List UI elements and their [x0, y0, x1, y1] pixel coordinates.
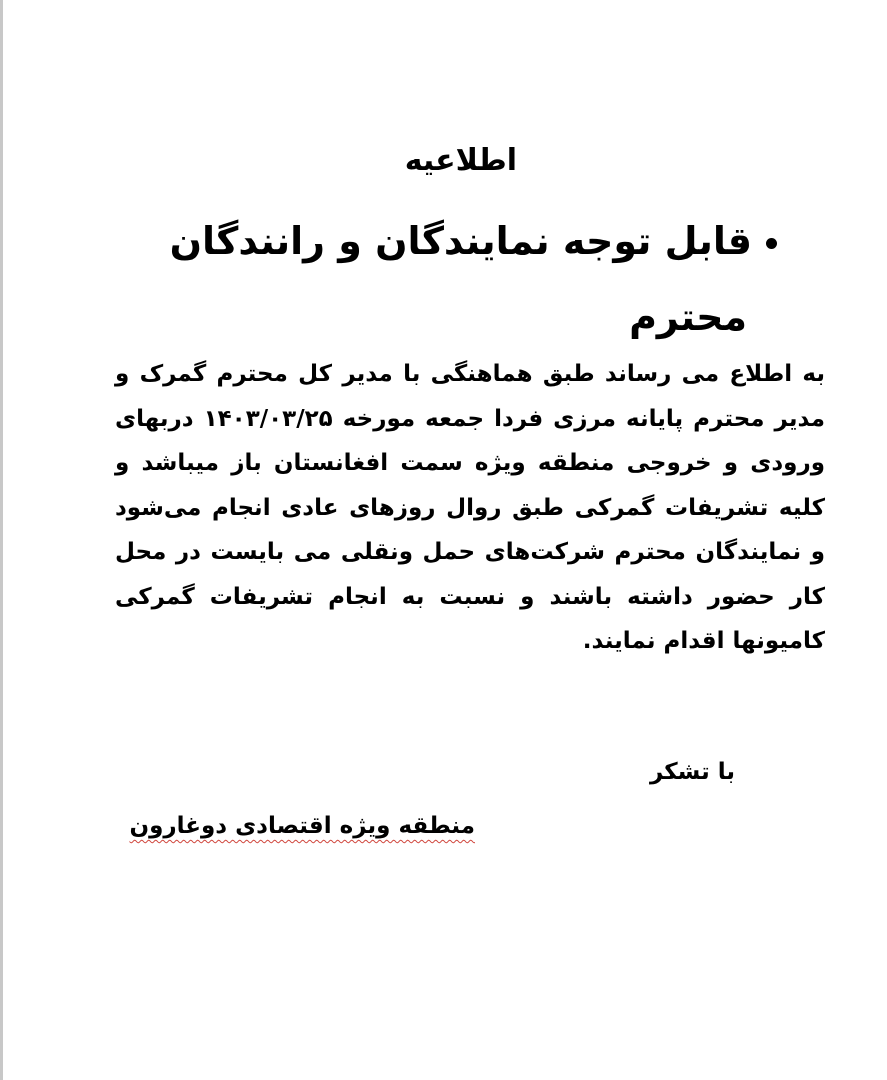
notice-title: اطلاعیه — [404, 143, 517, 178]
signature-organization: منطقه ویژه اقتصادی دوغارون — [129, 813, 475, 839]
notice-heading-line-2: محترم — [629, 295, 747, 339]
heading-text-1: قابل توجه نمایندگان و رانندگان — [169, 219, 752, 263]
bullet-icon — [766, 238, 777, 249]
notice-body: به اطلاع می رساند طبق هماهنگی با مدیر کل محترم گمرک و مدیر محترم پایانه مرزی فردا جمعه مورخه ۱۴۰۳/۰۳/۲۵ دربهای ورودی و خروجی منطقه ویژه سمت افغانستان باز میباشد و کلیه تشریفات گمرکی طبق روال روزهای عادی انجام می‌شود و نمایندگان محترم شرکت‌های حمل ونقلی می بایست در محل کار حضور داشته باشند و نسبت به انجام تشریفات گمرکی کامیونها اقدام نمایند. — [115, 361, 825, 654]
notice-heading-line-1 — [170, 214, 777, 268]
closing-text: با تشکر — [649, 759, 735, 785]
